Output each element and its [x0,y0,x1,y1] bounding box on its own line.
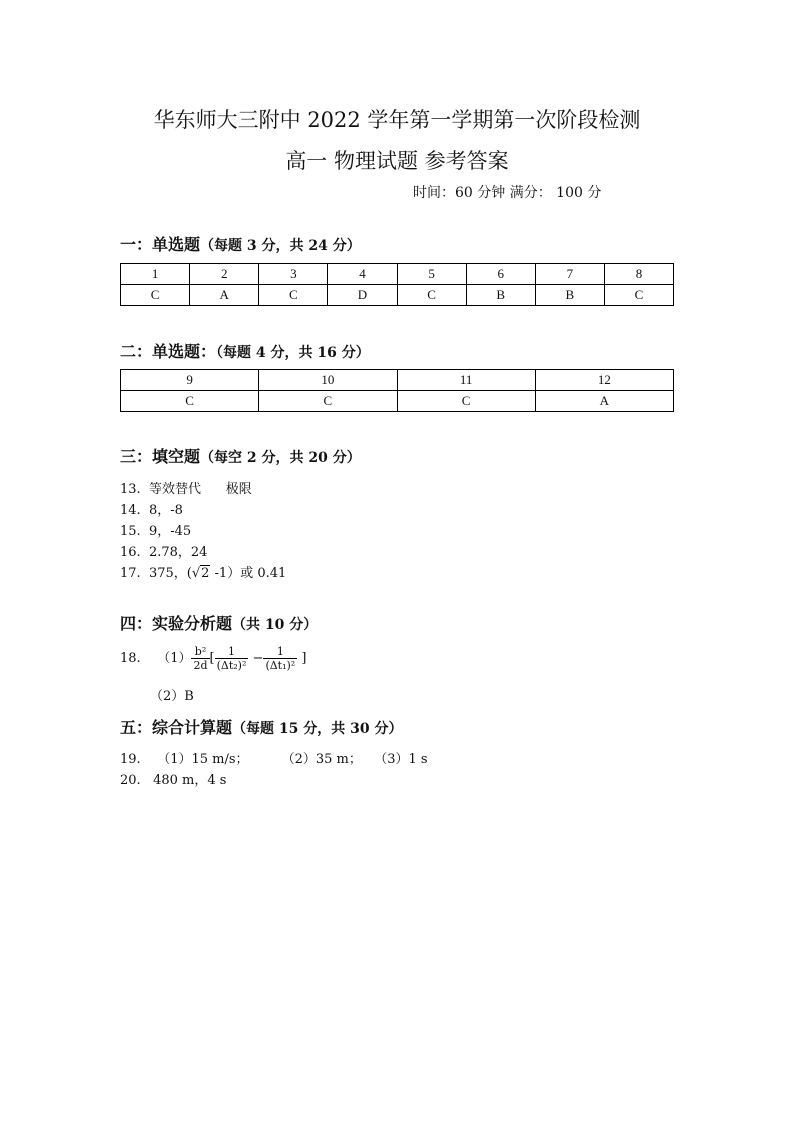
section1-answer-row [121,285,674,306]
section1-heading: 一：单选题（每题 3 分，共 24 分） [120,235,361,254]
section1-number-row [121,264,674,285]
section1-answer-table [120,263,674,306]
sqrt-sign: √ [191,566,201,581]
question-number: 3 [259,264,328,285]
section4-heading: 四：实验分析题（共 10 分） [120,614,318,633]
answer-cell: C [121,285,190,306]
answer-cell: C [259,285,328,306]
question-number: 6 [466,264,535,285]
answer-13: 13. 等效替代 极限 [120,482,252,497]
radicand: 2 [201,566,210,581]
answer-14: 14. 8，-8 [120,503,183,518]
section3-heading: 三：填空题（每空 2 分，共 20 分） [120,447,361,466]
answer-cell: B [466,285,535,306]
answer-15: 15. 9，-45 [120,524,192,539]
question-number: 12 [535,370,673,391]
answer-cell: D [328,285,397,306]
question-number: 2 [190,264,259,285]
answer-cell: A [190,285,259,306]
fraction-dt2: $\frac{1}{\text{(Δt₂)²}}$ [216,645,247,672]
question-number: 8 [604,264,673,285]
section2-answer-table [120,369,674,412]
section2-number-row [121,370,674,391]
answer-20: 20. 480 m，4 s [120,773,227,788]
document-subtitle: 高一 物理试题 参考答案 [285,149,509,173]
answer-16: 16. 2.78，24 [120,545,208,560]
exam-time-info: 时间：60 分钟 满分： 100 分 [413,185,602,201]
answer-cell: B [535,285,604,306]
question-number: 7 [535,264,604,285]
section2-heading: 二：单选题：（每题 4 分，共 16 分） [120,342,370,361]
answer-cell: C [397,391,535,412]
answer-cell: C [604,285,673,306]
question-number: 11 [397,370,535,391]
section2-answer-row [121,391,674,412]
fraction-dt1: $\frac{1}{\text{(Δt₁)²}}$ [265,645,296,672]
answer-cell: C [397,285,466,306]
question-number: 4 [328,264,397,285]
section5-heading: 五：综合计算题（每题 15 分，共 30 分） [120,718,403,737]
question-number: 1 [121,264,190,285]
answer-18-part1: 18. （1） $\frac{\text{b²}}{2d}$ [ $\frac{1}{\text{(Δt₂)²}}$ − $\frac{1}{\text{(Δt₁)²}}$ ] [120,645,307,672]
answer-cell: A [535,391,673,412]
question-number: 9 [121,370,259,391]
document-title: 华东师大三附中 2022 学年第一学期第一次阶段检测 [153,108,641,132]
answer-18-part2: （2）B [150,689,194,704]
answer-cell: C [259,391,397,412]
question-number: 10 [259,370,397,391]
question-number: 5 [397,264,466,285]
answer-19: 19. （1）15 m/s； （2）35 m； （3）1 s [120,752,428,767]
coefficient-fraction: $\frac{\text{b²}}{2d}$ [193,645,208,672]
answer-17: 17. 375，(√2 -1）或 0.41 [120,566,287,581]
answer-cell: C [121,391,259,412]
